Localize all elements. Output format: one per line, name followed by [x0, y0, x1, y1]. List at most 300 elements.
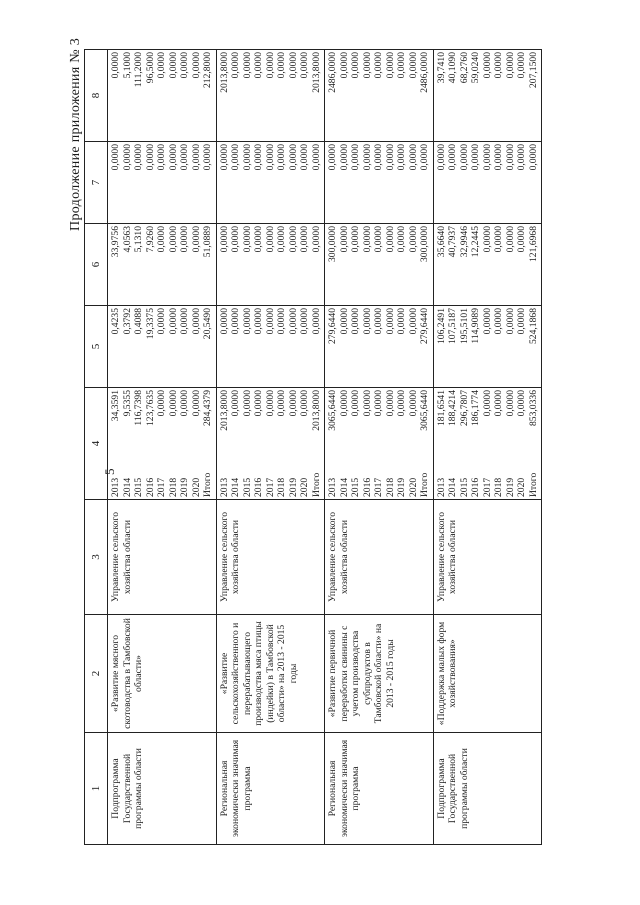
year-value-line [505, 390, 517, 497]
year-label: 2016 [361, 477, 373, 497]
local-budget-cell [433, 142, 542, 224]
value: 0,0000 [230, 226, 241, 253]
value: 59,0240 [470, 52, 481, 84]
year-value-line [436, 390, 448, 497]
value: 0,0000 [276, 308, 287, 335]
table-row [108, 50, 217, 845]
year-value-line [408, 390, 420, 497]
value: 0,0000 [299, 390, 310, 417]
year-label: 2014 [338, 477, 350, 497]
year-value-line [419, 390, 431, 497]
value: 0,0000 [264, 144, 276, 171]
value: 0,0000 [361, 144, 373, 171]
value: 0,0000 [350, 144, 361, 171]
value: 0,0000 [156, 226, 167, 253]
value: 0,0000 [396, 308, 407, 335]
year-value-line [362, 390, 374, 497]
program-type-text: Подпрограмма Государственной программы области [435, 748, 470, 829]
value: 0,0000 [504, 52, 516, 79]
value: 0,0000 [504, 144, 516, 171]
value: 0,0000 [407, 226, 419, 253]
value: 0,0000 [218, 226, 230, 253]
value: 0,0000 [384, 144, 396, 171]
total-funding-cell [433, 388, 542, 500]
value: 0,0000 [527, 144, 539, 171]
year-label: 2013 [327, 477, 338, 497]
year-value-line [396, 390, 408, 497]
value: 181,6541 [435, 390, 447, 426]
year-value-line [339, 390, 351, 497]
program-name-text: «Развитие первичной переработки свинины с учетом производства субпродуктов в Тамбовской области» на 2013 - 2015 годы [327, 623, 396, 724]
value: 0,0000 [504, 390, 516, 417]
value: 9,5355 [121, 390, 133, 417]
value: 0,0000 [338, 52, 350, 79]
value: 0,0000 [287, 52, 299, 79]
value: 0,0000 [373, 308, 384, 335]
year-label: 2017 [264, 477, 276, 497]
value: 0,0000 [350, 390, 361, 417]
value: 20,5490 [202, 308, 213, 340]
value: 0,0000 [516, 390, 527, 417]
year-value-line [385, 390, 397, 497]
year-value-line [156, 390, 168, 497]
value: 0,0000 [276, 226, 287, 253]
value: 0,0000 [493, 390, 504, 417]
year-label: 2015 [458, 477, 470, 497]
year-label: 2016 [470, 477, 481, 497]
year-value-line [230, 390, 242, 497]
year-value-line [191, 390, 203, 497]
executor-text: Управление сельского хозяйства области [327, 511, 350, 603]
value: 0,0000 [338, 144, 350, 171]
value: 0,0000 [481, 390, 493, 417]
value: 212,8000 [202, 52, 213, 88]
value: 0,0000 [447, 144, 458, 171]
executor-cell [216, 500, 325, 615]
value: 0,0000 [493, 308, 504, 335]
regional-budget-cell [433, 224, 542, 306]
value: 0,4235 [110, 308, 121, 335]
value: 0,0000 [361, 226, 373, 253]
year-label: 2018 [493, 477, 504, 497]
year-value-line [219, 390, 231, 497]
value: 284,4379 [202, 390, 213, 426]
value: 2013,8000 [310, 390, 322, 431]
value: 300,0000 [419, 226, 430, 262]
value: 114,9089 [470, 308, 481, 344]
year-value-line [265, 390, 277, 497]
year-value-line [145, 390, 157, 497]
value: 3065,6440 [419, 390, 430, 431]
program-type-cell [325, 733, 434, 845]
value: 0,0000 [516, 52, 527, 79]
value: 0,0000 [338, 390, 350, 417]
year-label: 2020 [190, 477, 202, 497]
year-value-line [242, 390, 254, 497]
year-label: 2020 [299, 477, 310, 497]
year-value-line [350, 390, 362, 497]
value: 0,0000 [299, 308, 310, 335]
value: 32,9946 [458, 226, 470, 258]
year-label: Итого [310, 472, 322, 497]
value: 0,0000 [241, 52, 253, 79]
value: 0,0000 [167, 226, 179, 253]
value: 0,0000 [264, 308, 276, 335]
year-label: Итого [527, 472, 539, 497]
value: 0,0000 [407, 52, 419, 79]
year-value-line [276, 390, 288, 497]
year-label: 2017 [156, 477, 167, 497]
value: 0,0000 [253, 226, 264, 253]
value: 0,0000 [373, 226, 384, 253]
value: 0,0000 [287, 308, 299, 335]
value: 207,1500 [527, 52, 539, 88]
value: 2486,0000 [419, 52, 430, 93]
value: 0,0000 [504, 308, 516, 335]
value: 33,9756 [110, 226, 121, 258]
value: 5,1310 [133, 226, 144, 253]
value: 0,0000 [310, 308, 322, 335]
value: 4,0563 [121, 226, 133, 253]
value: 0,0000 [407, 390, 419, 417]
year-label: 2013 [435, 477, 447, 497]
year-label: 2020 [407, 477, 419, 497]
value: 0,0000 [253, 52, 264, 79]
year-value-line [168, 390, 180, 497]
value: 0,0000 [276, 144, 287, 171]
extrabudgetary-cell [433, 50, 542, 142]
value: 0,0000 [470, 144, 481, 171]
year-label: Итого [419, 472, 430, 497]
year-label: 2015 [350, 477, 361, 497]
value: 0,0000 [264, 52, 276, 79]
value: 0,0000 [327, 144, 338, 171]
value: 0,0000 [384, 52, 396, 79]
value: 0,0000 [241, 226, 253, 253]
value: 0,0000 [241, 144, 253, 171]
value: 0,0000 [190, 390, 202, 417]
year-label: 2019 [179, 477, 190, 497]
column-header-6: 6 [85, 224, 108, 306]
value: 0,0000 [361, 52, 373, 79]
year-value-line [288, 390, 300, 497]
year-value-line [311, 390, 323, 497]
value: 0,0000 [350, 52, 361, 79]
table-body [108, 50, 542, 845]
value: 0,0000 [156, 144, 167, 171]
table-row [216, 50, 325, 845]
value: 0,0000 [253, 308, 264, 335]
year-value-line [470, 390, 482, 497]
program-type-text: Региональная экономически значимая программа [327, 739, 361, 838]
value: 0,0000 [350, 226, 361, 253]
value: 0,0000 [202, 144, 213, 171]
year-label: 2014 [447, 477, 458, 497]
value: 0,0000 [287, 390, 299, 417]
value: 0,0000 [396, 52, 407, 79]
year-label: 2018 [167, 477, 179, 497]
value: 0,0000 [156, 308, 167, 335]
value: 0,0000 [373, 52, 384, 79]
year-value-line [253, 390, 265, 497]
column-header-1: 1 [85, 733, 108, 845]
value: 0,0000 [407, 308, 419, 335]
value: 0,0000 [287, 144, 299, 171]
value: 2013,8000 [218, 52, 230, 93]
year-value-line [179, 390, 191, 497]
value: 34,3591 [110, 390, 121, 422]
year-label: 2017 [481, 477, 493, 497]
value: 0,0000 [276, 52, 287, 79]
year-value-line [528, 390, 540, 497]
federal-budget-cell [216, 306, 325, 388]
year-label: 2019 [396, 477, 407, 497]
year-value-line [122, 390, 134, 497]
year-value-line [202, 390, 214, 497]
value: 0,0000 [338, 308, 350, 335]
value: 0,0000 [276, 390, 287, 417]
value: 111,2000 [133, 52, 144, 88]
value: 0,0000 [179, 308, 190, 335]
value: 0,0000 [516, 226, 527, 253]
table-header [85, 50, 108, 845]
value: 0,0000 [230, 144, 241, 171]
executor-text: Управление сельского хозяйства области [110, 511, 133, 603]
value: 0,0000 [481, 52, 493, 79]
value: 0,0000 [435, 144, 447, 171]
program-type-cell [108, 733, 217, 845]
value: 121,6968 [527, 226, 539, 262]
value: 123,7635 [144, 390, 156, 426]
value: 0,0000 [110, 52, 121, 79]
value: 0,0000 [156, 390, 167, 417]
value: 0,0000 [264, 390, 276, 417]
year-value-line [482, 390, 494, 497]
value: 0,0000 [396, 390, 407, 417]
column-header-7: 7 [85, 142, 108, 224]
table-row [325, 50, 434, 845]
local-budget-cell [216, 142, 325, 224]
value: 2013,8000 [218, 390, 230, 431]
year-value-line [327, 390, 339, 497]
program-name-text: «Развитие сельскохозяйственного и перерабатывающего производства мяса птицы (индейки) в Тамбовской области» на 2013 - 2015 годы [218, 621, 299, 726]
value: 0,0000 [310, 144, 322, 171]
program-name-cell [325, 615, 434, 733]
year-label: Итого [202, 472, 213, 497]
year-value-line [459, 390, 471, 497]
column-header-5: 5 [85, 306, 108, 388]
year-label: 2015 [133, 477, 144, 497]
value: 0,0000 [407, 144, 419, 171]
value: 853,0336 [527, 390, 539, 426]
value: 0,0000 [167, 308, 179, 335]
local-budget-cell [325, 142, 434, 224]
value: 0,0000 [144, 144, 156, 171]
value: 0,0000 [218, 144, 230, 171]
value: 0,0000 [299, 226, 310, 253]
executor-cell [325, 500, 434, 615]
value: 0,0000 [230, 390, 241, 417]
value: 0,0000 [458, 144, 470, 171]
value: 40,1090 [447, 52, 458, 84]
value: 279,6440 [327, 308, 338, 344]
value: 116,7398 [133, 390, 144, 426]
year-label: 2014 [230, 477, 241, 497]
program-type-cell [216, 733, 325, 845]
value: 0,0000 [396, 144, 407, 171]
value: 106,2491 [435, 308, 447, 344]
program-type-cell [433, 733, 542, 845]
executor-cell [108, 500, 217, 615]
year-label: 2019 [504, 477, 516, 497]
federal-budget-cell [325, 306, 434, 388]
year-label: 2018 [276, 477, 287, 497]
value: 0,0000 [504, 226, 516, 253]
year-value-line [110, 390, 122, 497]
value: 279,6440 [419, 308, 430, 344]
value: 3065,6440 [327, 390, 338, 431]
value: 0,0000 [190, 52, 202, 79]
value: 0,0000 [190, 226, 202, 253]
value: 0,3792 [121, 308, 133, 335]
value: 2013,8000 [310, 52, 322, 93]
value: 0,0000 [190, 144, 202, 171]
column-header-4: 4 [85, 388, 108, 500]
value: 300,0000 [327, 226, 338, 262]
year-value-line [493, 390, 505, 497]
total-funding-cell [325, 388, 434, 500]
program-name-text: «Поддержка малых форм хозяйствования» [435, 621, 458, 726]
value: 7,9260 [144, 226, 156, 253]
value: 0,4088 [133, 308, 144, 335]
value: 0,0000 [481, 144, 493, 171]
year-label: 2019 [287, 477, 299, 497]
value: 0,0000 [361, 308, 373, 335]
value: 0,0000 [218, 308, 230, 335]
value: 188,4214 [447, 390, 458, 426]
value: 0,0000 [493, 52, 504, 79]
program-name-cell [108, 615, 217, 733]
program-name-cell [216, 615, 325, 733]
value: 0,0000 [299, 52, 310, 79]
value: 96,5000 [144, 52, 156, 84]
regional-budget-cell [216, 224, 325, 306]
value: 35,6640 [435, 226, 447, 258]
value: 0,0000 [179, 226, 190, 253]
executor-text: Управление сельского хозяйства области [218, 511, 241, 603]
value: 0,0000 [253, 144, 264, 171]
year-label: 2016 [144, 477, 156, 497]
value: 0,0000 [493, 144, 504, 171]
column-header-8: 8 [85, 50, 108, 142]
value: 0,0000 [241, 390, 253, 417]
value: 0,0000 [481, 226, 493, 253]
value: 0,0000 [110, 144, 121, 171]
executor-cell [433, 500, 542, 615]
value: 0,0000 [384, 226, 396, 253]
value: 0,0000 [350, 308, 361, 335]
year-label: 2013 [110, 477, 121, 497]
value: 0,0000 [493, 226, 504, 253]
value: 0,0000 [241, 308, 253, 335]
value: 0,0000 [419, 144, 430, 171]
table-row [433, 50, 542, 845]
value: 0,0000 [167, 144, 179, 171]
value: 0,0000 [384, 390, 396, 417]
value: 0,0000 [179, 52, 190, 79]
value: 0,0000 [133, 144, 144, 171]
year-label: 2015 [241, 477, 253, 497]
column-header-3: 3 [85, 500, 108, 615]
value: 195,5101 [458, 308, 470, 344]
budget-table [84, 49, 542, 845]
value: 0,0000 [361, 390, 373, 417]
value: 0,0000 [167, 52, 179, 79]
value: 0,0000 [299, 144, 310, 171]
regional-budget-cell [325, 224, 434, 306]
value: 0,0000 [396, 226, 407, 253]
program-name-text: «Развитие мясного скотоводства в Тамбовской области» [110, 618, 144, 729]
value: 0,0000 [516, 144, 527, 171]
value: 0,0000 [179, 390, 190, 417]
year-value-line [373, 390, 385, 497]
value: 0,0000 [167, 390, 179, 417]
column-header-2: 2 [85, 615, 108, 733]
value: 107,5187 [447, 308, 458, 344]
year-label: 2017 [373, 477, 384, 497]
value: 51,0889 [202, 226, 213, 258]
value: 0,0000 [373, 390, 384, 417]
total-funding-cell [108, 388, 217, 500]
value: 0,0000 [156, 52, 167, 79]
value: 5,1000 [121, 52, 133, 79]
year-label: 2018 [384, 477, 396, 497]
extrabudgetary-cell [216, 50, 325, 142]
year-label: 2020 [516, 477, 527, 497]
value: 0,0000 [373, 144, 384, 171]
value: 0,0000 [287, 226, 299, 253]
regional-budget-cell [108, 224, 217, 306]
value: 2486,0000 [327, 52, 338, 93]
appendix-title: Продолжение приложения № 3 [68, 38, 83, 231]
program-name-cell [433, 615, 542, 733]
year-label: 2014 [121, 477, 133, 497]
value: 12,2445 [470, 226, 481, 258]
year-label: 2016 [253, 477, 264, 497]
federal-budget-cell [433, 306, 542, 388]
value: 40,7937 [447, 226, 458, 258]
executor-text: Управление сельского хозяйства области [435, 511, 458, 603]
value: 0,0000 [230, 52, 241, 79]
value: 0,0000 [253, 390, 264, 417]
value: 0,0000 [190, 308, 202, 335]
value: 0,0000 [481, 308, 493, 335]
value: 0,0000 [121, 144, 133, 171]
value: 524,1868 [527, 308, 539, 344]
value: 0,0000 [264, 226, 276, 253]
value: 0,0000 [179, 144, 190, 171]
page-number: 5 [102, 468, 117, 475]
year-value-line [133, 390, 145, 497]
extrabudgetary-cell [108, 50, 217, 142]
program-type-text: Подпрограмма Государственной программы области [110, 748, 144, 829]
value: 0,0000 [230, 308, 241, 335]
total-funding-cell [216, 388, 325, 500]
local-budget-cell [108, 142, 217, 224]
year-value-line [299, 390, 311, 497]
federal-budget-cell [108, 306, 217, 388]
value: 0,0000 [338, 226, 350, 253]
